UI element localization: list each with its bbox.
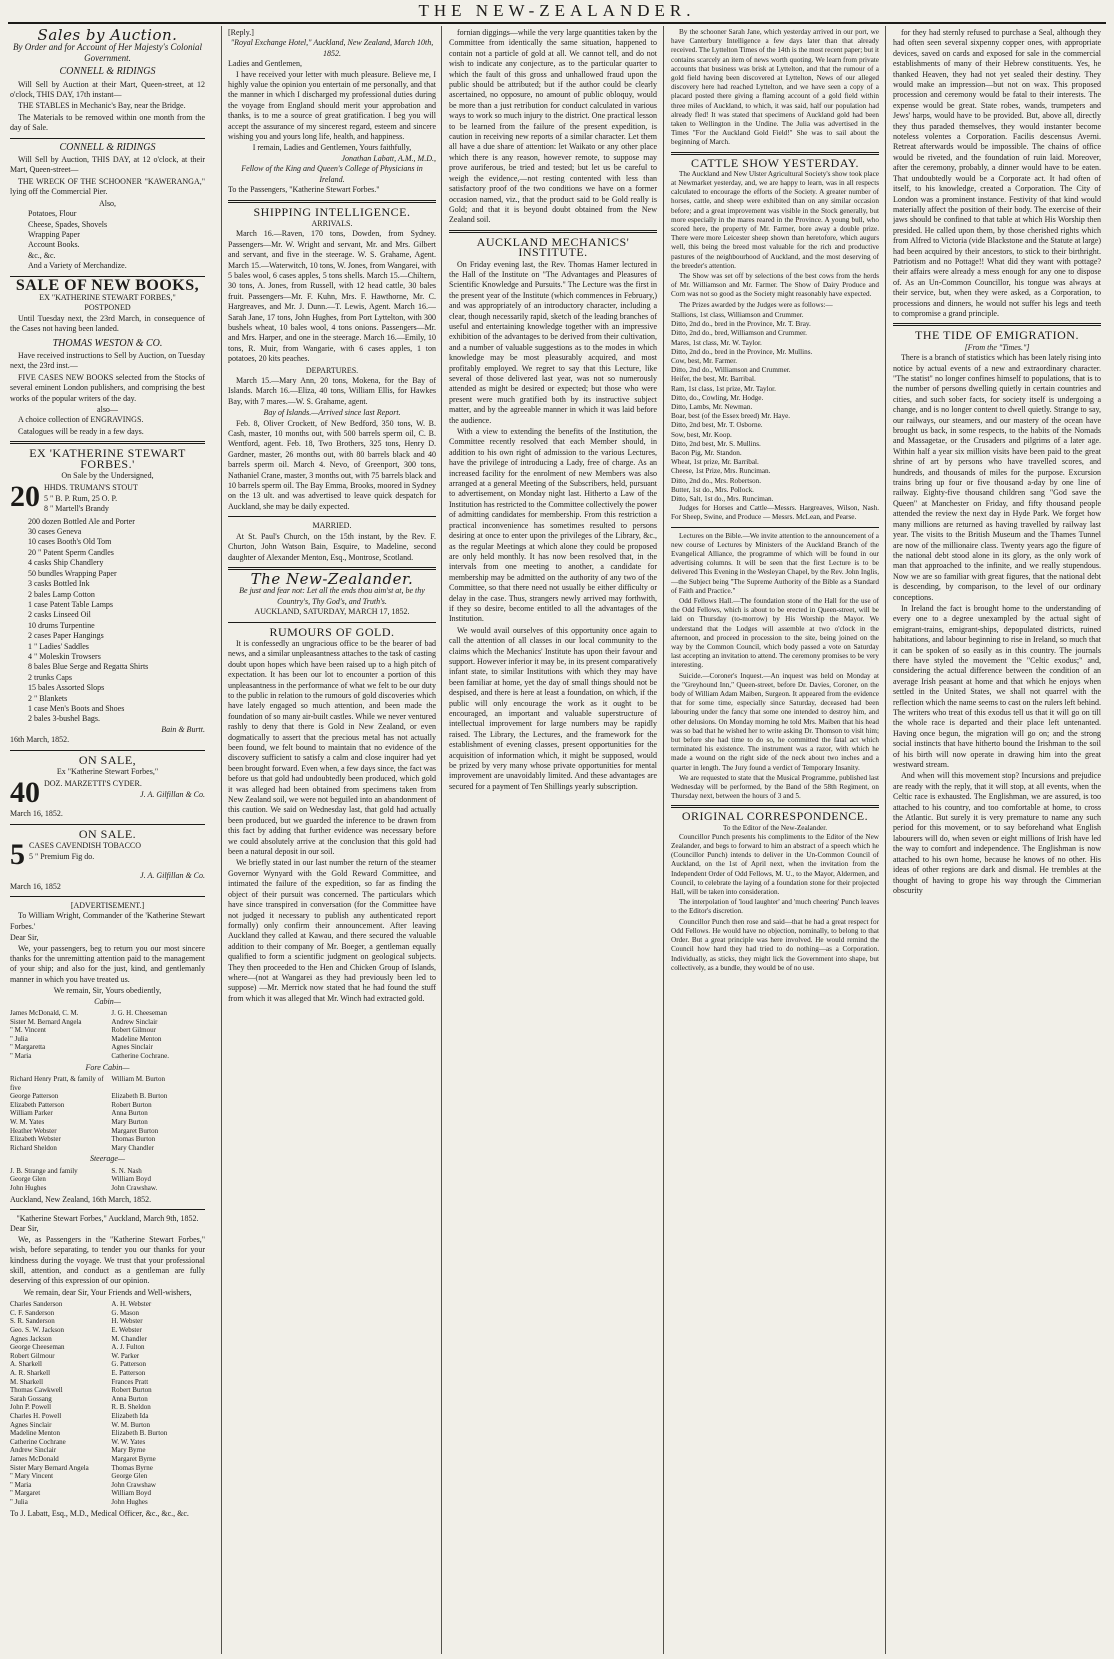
prize-item: Ram, 1st class, 1st prize, Mr. Taylor. bbox=[671, 384, 776, 393]
article-paragraph: Lectures on the Bible.—We invite attention to the announcement of a new course of Lectures by Ministers of the Auckland Branch of the Evangelical Alliance, the programme of which will be found in our advertising columns. It will be seen that the first Lecture is to be delivered This Evening in the Wesleyan Chapel, by the Rev. John Inglis,—the Subject being "The Supreme Authority of the Bible as a Standard of Faith and Practice." bbox=[671, 531, 879, 595]
passenger-name: " Maria bbox=[10, 1052, 32, 1061]
passenger-name: S. N. Nash bbox=[111, 1166, 142, 1175]
passenger-name: W. M. Yates bbox=[10, 1118, 45, 1127]
prize-item: Cow, best, Mr. Farmer. bbox=[671, 356, 738, 365]
auction-text: Will Sell by Auction at their Mart, Queen-street, at 12 o'clock, THIS DAY, 17th instant— bbox=[10, 79, 205, 100]
prize-item: Sow, best, Mr. Koop. bbox=[671, 430, 732, 439]
article-source: [From the "Times."] bbox=[964, 342, 1030, 352]
passenger-name: Elizabeth Ida bbox=[111, 1411, 149, 1420]
sale-item: CASES CAVENDISH TOBACCO bbox=[29, 841, 142, 851]
postponed-label: POSTPONED bbox=[84, 303, 131, 313]
column-divider bbox=[221, 26, 222, 1654]
sale-date: 16th March, 1852. bbox=[10, 735, 70, 745]
article-paragraph: It is confessedly an ungracious office to be the bearer of bad news, and a similar unpleasantness attaches to the task of casting doubt upon hopes which have been raised up to a high pitch of expectation. It has been our lot to encounter a portion of this unpleasantness in the performance of what we felt to be our duty to the public in relation to the rumours of gold discoveries which have lately engaged so much attention, and been made the foundation of so many air-built castles. While we never ventured rashly to deny that there is Gold in New Zealand, or even dogmatically to assert that the precious metal has not actually been found, we felt bound to maintain that no evidence of the discovery sufficient to satisfy a calm and close inquirer had yet been brought forward. Even when, a few days since, the fact was before us that gold had undoubtedly been produced, which gold it was alleged had been obtained from specimens taken from New Zealand soil, we were not beguiled into an abandonment of this caution. We said on Wednesday last, that gold had actually been produced, but we guarded the inference to be drawn from this fact by adding that further evidence was necessary before we could absolutely arrive at the conclusion that this gold had been a natural deposit in our soil. bbox=[228, 638, 436, 857]
list-item: Potatoes, Flour bbox=[28, 209, 77, 219]
auction-text: Have received instructions to Sell by Auction, on Tuesday next, the 23rd inst.— bbox=[10, 350, 205, 371]
prize-item: Ditto, 2nd best, Mr. S. Mullins. bbox=[671, 439, 761, 448]
sale-item: 2 cases Paper Hangings bbox=[28, 631, 104, 641]
passenger-name: G. Mason bbox=[111, 1308, 140, 1317]
prize-item: Boar, best (of the Essex breed) Mr. Haye. bbox=[671, 412, 791, 421]
passenger-name: Sarah Gossang bbox=[10, 1394, 52, 1403]
prize-item: Bacon Pig, Mr. Standon. bbox=[671, 448, 742, 457]
ex-ship-label: Ex "Katherine Stewart Forbes," bbox=[56, 767, 159, 776]
passenger-name: William Parker bbox=[10, 1109, 53, 1118]
passenger-name: A. Sharkell bbox=[10, 1360, 42, 1369]
arrivals-label: ARRIVALS. bbox=[311, 218, 353, 228]
passenger-name: A. J. Fulton bbox=[111, 1343, 145, 1352]
rule bbox=[671, 152, 879, 155]
passenger-name: G. Patterson bbox=[111, 1360, 147, 1369]
passenger-name: Elizabeth Webster bbox=[10, 1135, 61, 1144]
auction-text: Until Tuesday next, the 23rd March, in consequence of the Cases not having been landed. bbox=[10, 313, 205, 334]
list-item: &c., &c. bbox=[28, 250, 56, 260]
passenger-name: W. W. Yates bbox=[111, 1437, 146, 1446]
letter-salutation: Dear Sir, bbox=[10, 933, 39, 943]
passenger-name: Sister Mary Bernard Angela bbox=[10, 1463, 89, 1472]
letter-salutation: Dear Sir, bbox=[10, 1224, 39, 1234]
prize-item: Ditto, Lambs, Mr. Newman. bbox=[671, 402, 753, 411]
passenger-name: Andrew Sinclair bbox=[111, 1017, 158, 1026]
passenger-name: Mary Byrne bbox=[111, 1446, 146, 1455]
article-paragraph: There is a branch of statistics which has been lately rising into notice by actual events of a new and extraordinary character. "The statist" no longer confines himself to populations, that is to the number of persons dwelling quietly in certain countries and cities, and such sober facts, for society itself is undergoing a change, and is no longer content to dwell quietly. Strange to say, our railways, our steamers, and our mastery of the ocean have brought us back, in some respects, to the habits of the Nomads and Massagetae, or the Crusaders and pilgrims of a later age. Within half a year six million visits have been paid to the great shrine of art by persons who have travelled scores, and hundreds, and thousands of miles for the purpose. Excursion trains bring up four or five thousand a-day by one line of railway. Eighty-five thousand children sang "God save the Queen" at Manchester on Friday, and fifty thousand people attended the review the next day in Hyde Park. We forget how many millions are returned as having travelled by railway last year. The visits to the British Museum and the Thames Tunnel are now of the millionaire class. Twenty years ago the figure of the national debt stood alone in its glory, as the only work of man that approached to the infinite, and we really stupendous. Now we are so familiar with great figures, that the national debt is descending, by comparison, to the level of our ordinary conceptions. bbox=[893, 353, 1101, 602]
passenger-name: Charles H. Powell bbox=[10, 1411, 62, 1420]
article-paragraph: fornian diggings—while the very large quantities taken by the Committee from identically the same situation, happened to contain not a particle of gold at all. We cannot tell, and do not wish to indicate any conjecture, as to the particular quarter to which the fault of this gross and unhallowed fraud upon the public should be attributed; but if the author could be clearly ascertained, no opposure, no amount of public obloquy, would be more than a just retribution for conduct calculated in various ways to work so much injury to the district. One practical lesson to be learned from the failure of the present expedition, is caution in receiving new reports of a similar character. Let them all have a due share of attention: let Waikato or any other place which there is any reason, however remote, to suppose may prove auriferous, be tried and tested; but let us be careful to weigh the evidence,—not resting contented with less than satisfactory proof of the two conditions we have on a former occasion named, viz., that the product said to be Gold really is Gold; and that it is beyond doubt obtained from the New Zealand soil. bbox=[449, 28, 657, 225]
auctioneer-name: CONNELL & RIDINGS bbox=[59, 66, 156, 78]
passenger-name: George Patterson bbox=[10, 1092, 59, 1101]
cyder-sale bbox=[10, 779, 205, 807]
passenger-name: Catherine Cochrane bbox=[10, 1437, 66, 1446]
passenger-name: William M. Burton bbox=[111, 1075, 165, 1084]
masthead-rule bbox=[8, 22, 1106, 24]
issue-date: AUCKLAND, SATURDAY, MARCH 17, 1852. bbox=[254, 607, 410, 617]
on-sale-label: On Sale by the Undersigned, bbox=[61, 471, 154, 481]
passenger-name: A. H. Webster bbox=[111, 1300, 152, 1309]
sale-date: March 16, 1852. bbox=[10, 809, 63, 819]
article-paragraph: The Auckland and New Ulster Agricultural Society's show took place at Newmarket yesterday, and, we are happy to learn, was in all respects calculated to encourage the efforts of the Society. A greater number of horses, cattle, and sheep were exhibited than on any similar occasion before; and a great improvement was visible in the Stock generally, but more especially in the mares reared in the Province. A young bull, who scored here, the property of Mr. Farmer, bore away a double prize. There were more Leicester sheep shown than heretofore, which augurs well, this being the breed most valuable for the rich and productive pastures of the neighbourhood of Auckland, and the most deserving of the breeder's attention. bbox=[671, 169, 879, 270]
passenger-name: Mary Burton bbox=[111, 1118, 148, 1127]
reply-heading: "Royal Exchange Hotel," Auckland, New Zealand, March 10th, 1852. bbox=[230, 38, 434, 58]
letter-closing: We remain, dear Sir, Your Friends and Well-wishers, bbox=[23, 1287, 192, 1297]
prize-item: Ditto, 2nd do., bred, Williamson and Crummer. bbox=[671, 329, 807, 338]
passenger-name: Geo. S. W. Jackson bbox=[10, 1326, 65, 1335]
sales-by-auction-heading: Sales by Auction. bbox=[37, 28, 178, 44]
shipping-heading: SHIPPING INTELLIGENCE. bbox=[253, 204, 411, 219]
sale-item: 1 " Ladies' Saddles bbox=[28, 641, 89, 651]
prize-item: Ditto, 2nd do., Williamson and Crummer. bbox=[671, 366, 791, 375]
article-paragraph: The Prizes awarded by the Judges were as follows:— bbox=[679, 300, 833, 309]
letter-place: Auckland, New Zealand, 16th March, 1852. bbox=[10, 1194, 152, 1204]
sale-item: 10 cases Booth's Old Tom bbox=[28, 537, 112, 547]
passenger-name: Heather Webster bbox=[10, 1126, 57, 1135]
rule bbox=[671, 805, 879, 808]
also-label: Also, bbox=[98, 198, 117, 208]
sale-item: 15 bales Assorted Slops bbox=[28, 683, 105, 693]
stout-sale bbox=[10, 483, 205, 514]
rule bbox=[449, 230, 657, 233]
column-divider bbox=[885, 26, 886, 1654]
column-divider bbox=[441, 26, 442, 1654]
passenger-name: Madeline Menton bbox=[10, 1429, 60, 1438]
rule bbox=[10, 1209, 205, 1210]
rule bbox=[893, 323, 1101, 326]
letter-closing: We remain, Sir, Yours obediently, bbox=[53, 986, 162, 996]
rule bbox=[10, 824, 205, 825]
passenger-name: Margaret Byrne bbox=[111, 1454, 156, 1463]
auction-text: A choice collection of ENGRAVINGS. bbox=[18, 415, 144, 425]
prize-item: Butter, 1st do., Mrs. Pollock. bbox=[671, 485, 754, 494]
quantity-numeral: 20 bbox=[10, 483, 40, 514]
passenger-name: James McDonald, C. M. bbox=[10, 1009, 79, 1018]
also-label: also— bbox=[97, 405, 118, 414]
passenger-name: Sister M. Bernard Angela bbox=[10, 1017, 82, 1026]
passenger-name: S. R. Sanderson bbox=[10, 1317, 55, 1326]
article-paragraph: With a view to extending the benefits of the Institution, the Committee recently resolved that each Member should, in addition to his own right of admission to the various Lectures, have the privilege of introducing a Lady, free of charge. As an increased facility for the enrolment of new Members was also arranged at a general Meeting of the Subscribers, held, pursuant to advertisement, on Monday night last. Hitherto a Law of the Institution has restricted to the Committee collectively the power of admitting candidates for membership. From this restriction a practical inconvenience has sometimes resulted to persons desiring at once to enter upon the privileges of the Library, &c., as the regular Meetings at which alone they could be proposed are only held monthly. It has now been resolved that, in the intervals from one meeting to another, a candidate for membership may be admitted on the authority of any two of the Committee, so that there need not usually be either difficulty or delay in the case. Thus, strangers newly arrived may forthwith, if they so desire, become entitled to all the advantages of the Institution. bbox=[449, 427, 657, 624]
rule bbox=[228, 516, 436, 517]
passenger-name: Catherine Cochrane. bbox=[111, 1052, 169, 1061]
passenger-name: M. Chandler bbox=[111, 1334, 147, 1343]
to-editor-label: To the Editor of the New-Zealander. bbox=[722, 823, 828, 832]
column-4-news bbox=[671, 28, 879, 1653]
passenger-name: Elizabeth Patterson bbox=[10, 1100, 65, 1109]
passenger-names bbox=[10, 1009, 205, 1061]
rule bbox=[10, 896, 205, 897]
sale-item: 3 casks Bottled Ink bbox=[28, 579, 90, 589]
prize-item: Heifer, the best, Mr. Barribal. bbox=[671, 375, 756, 384]
passenger-name: Elizabeth B. Burton bbox=[111, 1092, 168, 1101]
passenger-name: Mary Chandler bbox=[111, 1143, 154, 1152]
letter-address: To the Passengers, "Katherine Stewart Forbes." bbox=[228, 185, 380, 195]
article-paragraph: Councillor Punch then rose and said—that he had a great respect for Odd Fellows. He would have no objection, nominally, to belong to that Order. But a great principle was here involved. He would remind the Council how hard they had tried to do nothing—as a Corporation. Individually, as sticks, they might lick the Government into shape, but collectively, as a bundle, they would be of no use. bbox=[671, 917, 879, 972]
letter-closing: I remain, Ladies and Gentlemen, Yours faithfully, bbox=[252, 143, 412, 153]
letter-salutation: Ladies and Gentlemen, bbox=[228, 59, 302, 69]
passenger-names bbox=[10, 1300, 205, 1506]
paper-title: The New-Zealander. bbox=[250, 569, 414, 588]
passenger-name: E. Webster bbox=[111, 1326, 142, 1335]
list-item: Account Books. bbox=[28, 240, 80, 250]
article-paragraph: The interpolation of 'loud laughter' and 'much cheering' Punch leaves to the Editor's discretion. bbox=[671, 898, 879, 916]
sale-item: 5 " B. P. Rum, 25 O. P. bbox=[44, 493, 118, 503]
rule bbox=[671, 527, 879, 528]
list-item: And a Variety of Merchandize. bbox=[28, 261, 127, 271]
passenger-name: Richard Henry Pratt, & family of five bbox=[10, 1075, 104, 1092]
sale-item: 2 " Blankets bbox=[28, 693, 68, 703]
article-paragraph: By the schooner Sarah Jane, which yesterday arrived in our port, we have Canterbury Intelligence a few days later than that already received. The Lyttelton Times of the 14th is the most recent paper; but it contains scarcely an item of news worth quoting. We learn from private accounts that business was brisk at Lyttelton, and that the rumour of a gold field having been discovered at Lyttelton, News of our alleged discovery here had reached Lyttelton, and we have seen a copy of a placard posted there giving a flaming account of a gold field within three miles of Auckland, to which, it was said, half our population had already fled! It was stated that specimens of Auckland gold had been taken to Wellington in the Undine. The Julia was advertised in the Times "For the Auckland Gold Field!" She was to sail about the beginning of March. bbox=[671, 28, 879, 147]
passenger-name: W. Parker bbox=[111, 1351, 140, 1360]
auction-text: The Materials to be removed within one month from the day of Sale. bbox=[10, 112, 205, 133]
passenger-name: Elizabeth B. Burton bbox=[111, 1429, 168, 1438]
sale-item: 2 bales Lamp Cotton bbox=[28, 589, 95, 599]
married-label: MARRIED. bbox=[312, 521, 352, 531]
passenger-name: Robert Gilmour bbox=[10, 1351, 55, 1360]
rumours-heading: RUMOURS OF GOLD. bbox=[269, 624, 395, 639]
passenger-name: E. Patterson bbox=[111, 1369, 146, 1377]
passenger-names bbox=[10, 1167, 205, 1193]
passenger-name: Agnes Jackson bbox=[10, 1334, 52, 1343]
passenger-name: " Margaretta bbox=[10, 1043, 46, 1052]
sale-item: 5 " Premium Fig do. bbox=[29, 851, 95, 861]
passenger-name: J. G. H. Cheeseman bbox=[111, 1009, 168, 1018]
prize-item: Ditto, do., Cowling, Mr. Hodge. bbox=[671, 393, 764, 402]
books-sale-heading: SALE OF NEW BOOKS, bbox=[15, 276, 200, 294]
passenger-name: H. Webster bbox=[111, 1317, 143, 1326]
passenger-name: John P. Powell bbox=[10, 1403, 52, 1412]
fore-cabin-label: Fore Cabin— bbox=[85, 1062, 130, 1072]
passenger-name: Thomas Byrne bbox=[111, 1463, 153, 1472]
sale-item: 1 case Men's Boots and Shoes bbox=[28, 703, 125, 713]
article-paragraph: Judges for Horses and Cattle—Messrs. Hargreaves, Wilson, Nash. For Sheep, Swine, and Produce — Messrs. McLean, and Pearse. bbox=[671, 504, 879, 522]
departures-label: DEPARTURES. bbox=[305, 365, 359, 375]
article-paragraph: We are requested to state that the Musical Programme, published last Wednesday will be performed, by the Band of the 58th Regiment, on Thursday next, between the hours of 3 and 5. bbox=[671, 773, 879, 801]
auctioneer-name: THOMAS WESTON & CO. bbox=[52, 337, 163, 349]
passenger-name: A. R. Sharkell bbox=[10, 1369, 51, 1377]
sale-item: 10 drums Turpentine bbox=[28, 620, 95, 630]
sale-item: 2 trunks Caps bbox=[28, 672, 72, 682]
bay-of-islands-text: Feb. 8, Oliver Crockett, of New Bedford, 350 tons, W. B. Cash, master, 10 months out, with 500 barrels sperm oil, C. B. Wentford, agent. Feb. 18, Two Brothers, 325 tons, Henry D. Gardner, master, 26 months out, with 80 barrels black and 40 barrels sperm oil. March 4. Nevo, of Greenport, 300 tons, Nathaniel Crane, master, 3 months out, with 75 barrels black and 10 barrels sperm oil. The Bay Emma, Brooks, moored in Sydney on the 13 ult. and was advertised to leave quick despatch for Auckland, she may be daily expected. bbox=[228, 418, 436, 511]
sale-item: 8 bales Blue Serge and Regatta Shirts bbox=[28, 662, 149, 672]
emigration-heading: THE TIDE OF EMIGRATION. bbox=[915, 328, 1079, 343]
auction-text: Will Sell by Auction, THIS DAY, at 12 o'clock, at their Mart, Queen-street— bbox=[10, 155, 205, 175]
passenger-name: Thomas Burton bbox=[111, 1135, 156, 1144]
quantity-numeral: 5 bbox=[10, 841, 25, 870]
sale-item: 8 " Martell's Brandy bbox=[44, 504, 109, 514]
passenger-name: Agnes Sinclair bbox=[10, 1420, 52, 1429]
auction-text: THE STABLES in Mechanic's Bay, near the Bridge. bbox=[18, 101, 186, 111]
sale-item: 2 bales 3-bushel Bags. bbox=[28, 714, 100, 724]
article-paragraph: We would avail ourselves of this opportunity once again to call the attention of all classes in our local community to the claims which the Mechanics' Institute has upon their favour and support. However inferior it may be, in its present comparatively infant state, to similar Institutions with which they may have been familiar at home, yet the day of small things should not be despised, and there is here at least a foundation, on which, if the public will only encourage the work as it ought to be encouraged, an important and valuable superstructure of intellectual improvement for large numbers may be rapidly raised. The Library, the Lectures, and the framework for the establishment of evening classes, present opportunities for the acquisition of information which, it might be supposed, would be prized by very many whose private opportunities for mental improvement are unavoidably limited. And these advantages are secured for a payment of Ten Shillings yearly subscription. bbox=[449, 625, 657, 791]
books-sale-subheading: EX "KATHERINE STEWART FORBES," bbox=[39, 292, 176, 302]
advertisement-label: [ADVERTISEMENT.] bbox=[70, 901, 145, 911]
sale-item: DOZ. MARZETTI'S CYDER. bbox=[44, 779, 142, 789]
rule bbox=[10, 138, 205, 139]
quantity-numeral: 40 bbox=[10, 779, 40, 808]
passenger-name: George Cheeseman bbox=[10, 1343, 65, 1352]
passenger-names bbox=[10, 1075, 205, 1152]
on-sale-heading: ON SALE. bbox=[78, 826, 137, 841]
passenger-name: John Crawshaw. bbox=[111, 1184, 158, 1192]
passenger-name: Andrew Sinclair bbox=[10, 1446, 57, 1455]
on-sale-heading: ON SALE, bbox=[78, 752, 137, 767]
letter-address: To J. Labatt, Esq., M.D., Medical Officer, &c., &c., &c. bbox=[10, 1508, 189, 1518]
cattle-show-heading: CATTLE SHOW YESTERDAY. bbox=[690, 155, 859, 170]
sale-date: March 16, 1852 bbox=[10, 881, 61, 891]
passenger-name: John Hughes bbox=[111, 1497, 148, 1506]
letter-address: To William Wright, Commander of the 'Katherine Stewart Forbes.' bbox=[10, 911, 205, 931]
article-paragraph: for they had sternly refused to purchase a Seal, although they had often seen several sixpenny copper ones, with appropriate devices, saved on cards and exposed for sale in the commercial establishments of many of their Hebrew constituents. Yes, he thanked Heaven, they had not yet sealed their destiny. They would make an impression—but not on wax. This proposed procession and ceremony would be fatal to their interests. The expense would be great. State robes, wands, trumpeters and Jews' harps, would have to be provided. But, above all, directly they thus paraded themselves, they would instanter become noteless volentes a Corporation. Facilis descensus Averni. Retreat afterwards would be impossible. The chains of office would be riveted, and the foundation of ruin laid. Moreover, after the ceremony, probably, a dinner would have to be eaten. That undoubtedly would be a Corporate act. It had often of itself, to his knowledge, created a Corporation. The City of London was a prominent instance. Festivity of that kind would materially affect the position of their body. The exercise of their jaws should be confined to that table at which His Worship then presided. He called upon them, by those cherished rights which from Alfred to Victoria (vide Blackstone and the Statute at large) had been acquired by their ancestors, to stick to their birthright. Patriotism and no Pottage!! What did they want with pottage? their affairs were already a mess enough for any one to dispose of. As an Un-Common Councillor, his tongue was always at their service, but, when they were asked, as a Corporation, to processions and dinners, he would not suffer his legs and teeth to compromise a grand principle. bbox=[893, 28, 1101, 318]
prize-item: Wheat, 1st prize, Mr. Barribal. bbox=[671, 458, 759, 467]
passenger-name: Frances Pratt bbox=[111, 1377, 149, 1386]
rule bbox=[228, 622, 436, 623]
auctioneer-name: CONNELL & RIDINGS bbox=[59, 141, 156, 153]
sale-item: 4 casks Ship Chandlery bbox=[28, 558, 104, 568]
article-paragraph: In Ireland the fact is brought home to the understanding of every one to a degree unexampled by the actual sight of emigrant-trains, emigrant-ships, depopulated districts, ruined habitations, and labour beginning to rise in Ireland, so much that it can be spoken of so easily as in this country. The journals there have styled the movement the "Celtic exodus;" and, considering the actual difference between the condition of an average Irish peasant at home and that which he enjoys when settled in the United States, we shall not quarrel with the reflection which the name seems to cast on the rulers left behind. The writers who treat of this exodus tell us that it will go on till the whole race is departed and their place left untenanted. Having once begun, the migration will go on; and the strong social instincts that have hitherto bound the Irishman to the soil of his birth will now operate in drawing him into the great westward stream. bbox=[893, 603, 1101, 770]
article-paragraph: Councillor Punch presents his compliments to the Editor of the New Zealander, and begs to forward to him an abstract of a speech which he (Councillor Punch) intends to deliver in the Un-Common Council of Auckland, on the 1st of April next, when the invitation from the Independent Order of Odd Fellows, M. U., to the Mayor, Aldermen, and Council, to celebrate the laying of a foundation stone for their projected Hall, will be taken into consideration. bbox=[671, 832, 879, 897]
prize-item: Ditto, 2nd do., Mrs. Robertson. bbox=[671, 476, 762, 485]
letter-body: We, your passengers, beg to return you our most sincere thanks for the unremitting attention paid to the management of your ship; and also for the just, kind, and gentlemanly manner in which you have treated us. bbox=[10, 943, 205, 984]
mechanics-institute-heading: AUCKLAND MECHANICS' INSTITUTE. bbox=[476, 234, 630, 260]
passenger-name: R. B. Sheldon bbox=[111, 1403, 151, 1412]
auction-text: THE WRECK OF THE SCHOONER "KAWERANGA," lying off the Commercial Pier. bbox=[10, 176, 205, 197]
passenger-name: Madeline Menton bbox=[111, 1034, 162, 1043]
ex-ship-heading: EX 'KATHERINE STEWART FORBES.' bbox=[29, 446, 186, 471]
passenger-name: " Mary Vincent bbox=[10, 1472, 54, 1481]
article-paragraph: And when will this movement stop? Incursions and prejudice are ready with the reply, that it will stop, at all events, when the Celtic race is exhausted. The Englishman, we are assured, is too attached to his country, and too comfortable at home, to cross the Atlantic. But surely it is very premature to name any such period for this movement, or to say beforehand what English labourers will do, when seven or eight millions of Irish have led the way to comfort and independence. The Englishman is now attached to his own home, because he knows of no other. His ideas of other regions are dark and dismal. He trembles at the thought of having to grope his way through the Cimmerian obscurity bbox=[893, 771, 1101, 895]
prize-item: Ditto, 2nd do., bred in the Province, Mr. T. Bray. bbox=[671, 320, 811, 329]
passenger-name: J. B. Strange and family bbox=[10, 1166, 78, 1175]
sale-item: 50 bundles Wrapping Paper bbox=[28, 568, 117, 578]
prize-item: Mares, 1st class, Mr. W. Taylor. bbox=[671, 338, 762, 347]
article-paragraph: Odd Fellows Hall.—The foundation stone of the Hall for the use of the Odd Fellows, which is about to be erected in Queen-street, will be laid on Thursday (to-morrow) by His Worship the Mayor. We understand that the Lodges will assemble at two o'clock in the afternoon, and proceed in procession to the site, being joined on the way by the Common Council, which body passed a vote on Saturday last accepting an invitation to attend. The ceremony promises to be very interesting. bbox=[671, 596, 879, 670]
letter-body: I have received your letter with much pleasure. Believe me, I highly value the opinion you entertain of me personally, and that the manner in which I discharged my professional duties during the voyage from England should merit your approbation and thanks, is to me a source of great gratification. I beg you will accept the assurance of my sincerest regard, esteem and sincere wishing you and yours long life, health, and happiness. bbox=[228, 69, 436, 142]
passenger-name: Anna Burton bbox=[111, 1394, 148, 1403]
list-item: Cheese, Spades, Shovels bbox=[28, 219, 108, 229]
passenger-name: Robert Gilmour bbox=[111, 1026, 156, 1035]
passenger-name: W. M. Burton bbox=[111, 1420, 151, 1429]
merchant-signature: J. A. Gilfillan & Co. bbox=[140, 871, 205, 881]
reply-label: [Reply.] bbox=[228, 28, 254, 37]
passenger-name: C. F. Sanderson bbox=[10, 1308, 55, 1317]
bay-of-islands-label: Bay of Islands.—Arrived since last Report. bbox=[263, 408, 401, 418]
sale-item: 2 casks Linseed Oil bbox=[28, 610, 91, 620]
passenger-name: Thomas Cawkwell bbox=[10, 1386, 63, 1395]
sale-item: 1 case Patent Table Lamps bbox=[28, 599, 114, 609]
sale-item: 20 " Patent Sperm Candles bbox=[28, 547, 114, 557]
cabin-label: Cabin— bbox=[94, 996, 121, 1006]
article-paragraph: On Friday evening last, the Rev. Thomas Hamer lectured in the Hall of the Institute on "The Advantages and Pleasures of Scientific Knowledge and Pursuits." The Lecture was the first in the present year of the Institute (which commences in February,) and was appropriately of an introductory character, including a clear, though necessarily rapid, sketch of the leading branches of useful and entertaining knowledge together with an impressive exhibition of the advantages to be derived from their cultivation, and a number of valuable suggestions as to the modes in which knowledge may be most pleasurably acquired, and most profitably employed. We regret to say that this Lecture, like several of those delivered last year, was not so numerously attended as might be desired or expected; but those who were present were much gratified both by its instructive subject matter, and by the agreeable manner in which it was laid before the audience. bbox=[449, 259, 657, 425]
passenger-name: Richard Sheldon bbox=[10, 1143, 57, 1152]
passenger-name: Charles Sanderson bbox=[10, 1300, 63, 1309]
passenger-name: John Hughes bbox=[10, 1184, 47, 1192]
merchant-signature: Bain & Burtt. bbox=[161, 724, 205, 734]
prize-item: Ditto, Salt, 1st do., Mrs. Runciman. bbox=[671, 494, 774, 503]
passenger-name: Robert Burton bbox=[111, 1100, 152, 1109]
passenger-name: " Julia bbox=[10, 1034, 28, 1043]
merchant-signature: J. A. Gilfillan & Co. bbox=[140, 789, 205, 799]
arrivals-text: March 16.—Raven, 170 tons, Dowden, from Sydney. Passengers—Mr. W. Wright and servant, Mr. and Mrs. Gilbert and servant, and five in the steerage. W. S. Grahame, Agent. March 15.—Waterwitch, 10 tons, W. Jones, from Wangarei, with 5 bales wool, 6 cases apples, 5 tons shells. March 15.—Chiltern, 30 tons, A. Jones, from Russell, with 12 head cattle, 30 bales fruit. Passengers—Mr. F. Kuhn, Mrs. F. Hawthorne, Mr. C. Hargreaves, and Mr. J. Dunn.—T. Lewis, Agent. March 16.—Sarah Jane, 17 tons, John Hughes, from Port Lyttelton, with 300 bushels wheat, 10 bales wool, 4 tons onions. Passengers—Mr. and Mrs. Harper, and one in the steerage. March 16.—Emily, 10 tons, R. Muir, from Wangarie, with 6 cases apples, 1 ton potatoes, 20 kits peaches. bbox=[228, 229, 436, 364]
motto: Be just and fear not: Let all the ends thou aim'st at, be thy Country's, Thy God's, and Truth's. bbox=[239, 586, 425, 606]
passenger-name: " Maria bbox=[10, 1480, 32, 1489]
column-2-news bbox=[228, 28, 436, 1653]
correspondence-heading: ORIGINAL CORRESPONDENCE. bbox=[681, 809, 869, 824]
passenger-name: William Boyd bbox=[111, 1489, 151, 1498]
column-divider bbox=[663, 26, 664, 1654]
rule bbox=[228, 200, 436, 203]
prize-item: Stallions, 1st class, Williamson and Crummer. bbox=[671, 310, 804, 319]
column-5-news bbox=[893, 28, 1101, 1653]
departures-text: March 15.—Mary Ann, 20 tons, Mokena, for the Bay of Islands. March 16.—Eliza, 40 tons, William Ellis, for Hawkes Bay, with 7 mares.—W. S. Grahame, agent. bbox=[228, 376, 436, 406]
passenger-name: Anna Burton bbox=[111, 1109, 148, 1118]
auction-text: Catalogues will be ready in a few days. bbox=[18, 426, 144, 436]
passenger-name: George Glen bbox=[111, 1472, 148, 1481]
prize-item: Ditto, 2nd best, Mr. T. Osborne. bbox=[671, 421, 763, 430]
rule bbox=[10, 750, 205, 751]
tobacco-sale bbox=[10, 841, 205, 869]
column-3-news bbox=[449, 28, 657, 1653]
passenger-name: Robert Burton bbox=[111, 1386, 152, 1395]
passenger-name: " Julia bbox=[10, 1497, 28, 1506]
sale-item: 30 cases Geneva bbox=[28, 527, 82, 537]
sale-item: 200 dozen Bottled Ale and Porter bbox=[28, 516, 135, 526]
sale-item: HHDS. TRUMAN'S STOUT bbox=[44, 483, 138, 493]
column-1-auctions bbox=[10, 28, 205, 1653]
passenger-name: William Boyd bbox=[111, 1175, 151, 1184]
passenger-name: " M. Vincent bbox=[10, 1026, 46, 1035]
passenger-name: M. Sharkell bbox=[10, 1377, 44, 1386]
passenger-name: James McDonald bbox=[10, 1454, 59, 1463]
letter-signature-title: Fellow of the King and Queen's College of Physicians in Ireland. bbox=[241, 164, 423, 184]
letter-body: We, as Passengers in the "Katherine Stewart Forbes," wish, before separating, to tender you our thanks for your kindness during the voyage. We trust that your professional skill, attention, and conduct as a gentleman are fully deserving of this expression of our opinion. bbox=[10, 1234, 205, 1286]
article-paragraph: We briefly stated in our last number the return of the steamer Governor Wynyard with the Gold Reward Committee, and intimated the failure of the expedition, so far as finding the object of their pursuit was concerned. The particulars which have since transpired in conversation (for the Committee have not judged it necessary to publish any authenticated report formally) only confirm their announcement. After leaving Auckland they called at Kawau, and there secured the valuable addition to their company of Mr. Boeger, a gentleman equally qualified to form a scientific judgment on geological subjects. They then proceeded to the Hen and Chicken Group of Islands, where—(not at Wangarei as they had previously been led to suppose) —Mr. Merrick now stated that he had found the stuff from which it was alleged that Mr. Winch had extracted gold. bbox=[228, 858, 436, 1003]
prize-item: Cheese, 1st Prize, Mrs. Runciman. bbox=[671, 467, 771, 476]
passenger-name: Agnes Sinclair bbox=[111, 1043, 153, 1052]
sale-item: 4 " Moleskin Trowsers bbox=[28, 651, 101, 661]
auction-text: FIVE CASES NEW BOOKS selected from the Stocks of several eminent London publishers, and comprising the best works of the popular writers of the day. bbox=[10, 372, 205, 403]
letter-signature: Jonathan Labatt, A.M., M.D., bbox=[341, 153, 436, 163]
steerage-label: Steerage— bbox=[89, 1154, 126, 1164]
article-paragraph: The Show was set off by selections of the best cows from the herds of Mr. Williamson and Mr. Farmer. The Show of Dairy Produce and Corn was not so good as the Society might reasonably have expected. bbox=[671, 272, 879, 299]
article-paragraph: Suicide.—Coroner's Inquest.—An inquest was held on Monday at the "Greyhound Inn," Queen-street, before Dr. Davies, Coroner, on the body of William Adam Maiben, Surgeon. It appeared from the evidence that for some time, especially since Saturday, deceased had been labouring under the fancy that some one intended to destroy him, and other delusions. On Monday morning he told Mrs. Maiben that his head was so bad that he wished her to write asking Dr. Thomson to visit him; but before she had time to do so, he committed the fatal act which terminated his existence. The instrument was a razor, with which he made a wound on the right side of the neck about two inches and a quarter in length. The Jury found a verdict of Temporary Insanity. bbox=[671, 671, 879, 772]
prize-item: Ditto, 2nd do., bred in the Province, Mr. Mullins. bbox=[671, 347, 813, 356]
married-text: At St. Paul's Church, on the 15th instant, by the Rev. F. Churton, John Watson Bain, Esquire, to Madeline, second daughter of Alexander Menton, Esq., Montrose, Scotland. bbox=[228, 531, 436, 562]
passenger-name: Margaret Burton bbox=[111, 1126, 159, 1135]
auction-subheading: By Order and for Account of Her Majesty's Colonial Government. bbox=[13, 42, 202, 63]
passenger-name: George Glen bbox=[10, 1175, 46, 1184]
rule bbox=[10, 441, 205, 444]
passenger-name: John Crawshaw bbox=[111, 1480, 156, 1489]
list-item: Wrapping Paper bbox=[28, 229, 80, 239]
passenger-name: " Margaret bbox=[10, 1489, 41, 1498]
letter-heading: "Katherine Stewart Forbes," Auckland, March 9th, 1852. bbox=[16, 1214, 199, 1223]
masthead-title: THE NEW-ZEALANDER. bbox=[418, 1, 696, 20]
